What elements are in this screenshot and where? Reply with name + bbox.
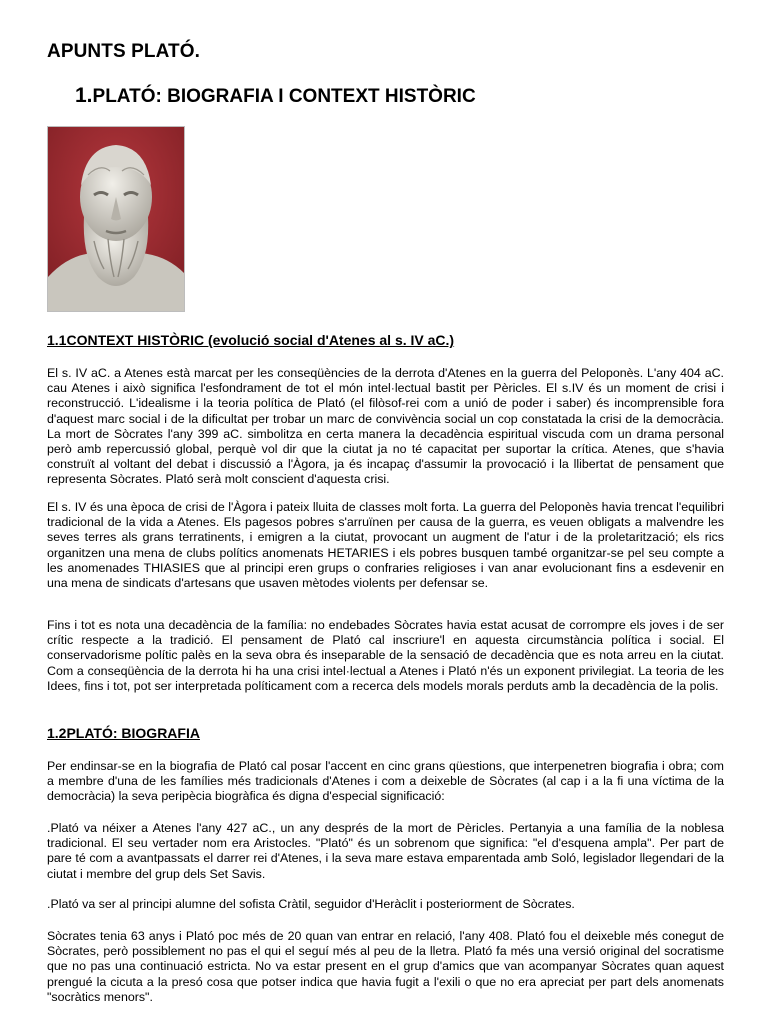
chapter-title <box>75 84 476 108</box>
section-heading-biography: 1.2PLATÓ: BIOGRAFIA <box>47 725 200 741</box>
paragraph-context-2-body: El s. IV és una època de crisi de l'Àgora i pateix lluita de classes molt forta. La guerra del Peloponès havia trencat l'equilibri tradicional de la vida a Atenes. Els pagesos pobres s'arruïnen per causa de la guerra, es veuen obligats a malvendre les seves terres als grans terratinents, i emigren a la ciutat, provocant un augment de l'atur i de la proletarització; els rics organitzen una mena de clubs polítics anomenats HETARIES i els pobres busquen també organitzar-se pel seu compte a les anomenades THIASIES que al principi eren grups o confraries religioses i van anar evolucionant fins a esdevenir en una mena de sindicats d'artesans que usaven mètodes violents per defensar se. <box>47 500 724 591</box>
plato-bust-image <box>47 126 185 312</box>
paragraph-biography-3: .Plató va ser al principi alumne del sofista Cràtil, seguidor d'Heràclit i posteriorment de Sòcrates. <box>47 897 575 911</box>
chapter-number: 1. <box>75 84 93 107</box>
document-title: APUNTS PLATÓ. <box>47 41 200 62</box>
paragraph-context-1: El s. IV aC. a Atenes està marcat per les conseqüències de la derrota d'Atenes en la guerra del Peloponès. L'any 404 aC. cau Atenes i això significa l'esfondrament de tot el món intel·lectual bastit per Pèricles. El s.IV és un moment de crisi i reconstrucció. L'idealisme i la teoria política de Plató (el filòsof-rei com a unió de poder i saber) és incomprensible fora d'aquest marc social i de la dificultat per trobar un marc de convivència social un cop constatada la crisi de la democràcia. La mort de Sòcrates l'any 399 aC. simbolitza en certa manera la decadència espiritual viscuda com un drama personal però amb repercussió global, perquè vol dir que la ciutat ja no té capacitat per suportar la crítica. Atenes, que s'havia construït al voltant del debat i discussió a l'Àgora, ja és incapaç d'assumir la provocació i la llibertat de pensament que representa Sòcrates. Plató serà molt conscient d'aquesta crisi. <box>47 366 724 487</box>
section-heading-context: 1.1CONTEXT HISTÒRIC (evolució social d'Atenes al s. IV aC.) <box>47 332 455 348</box>
plato-bust-illustration <box>48 127 184 311</box>
paragraph-context-3: Fins i tot es nota una decadència de la família: no endebades Sòcrates havia estat acusat de corrompre els joves i de ser crític respecte a la tradició. El pensament de Plató cal inscriure'l en aquesta circumstància política i social. El conservadorisme polític palès en la seva obra és inseparable de la sensació de decadència que es nota arreu en la ciutat. Com a conseqüència de la derrota hi ha una crisi intel·lectual a Atenes i Plató n'és un exponent privilegiat. La teoria de les Idees, fins i tot, pot ser interpretada políticament com a recerca dels models morals perduts amb la decadència de la polis. <box>47 618 724 693</box>
paragraph-context-2 <box>47 500 724 591</box>
paragraph-biography-2: .Plató va néixer a Atenes l'any 427 aC., un any després de la mort de Pèricles. Pertanyia a una família de la noblesa tradicional. El seu vertader nom era Aristocles. "Plató" és un sobrenom que significa: "el d'esquena ampla". Per part de pare té com a avantpassats el darrer rei d'Atenes, i la seva mare estava emparentada amb Soló, legislador llegendari de la ciutat i membre del grup dels Set Savis. <box>47 821 724 881</box>
paragraph-biography-1: Per endinsar-se en la biografia de Plató cal posar l'accent en cinc grans qüestions, que interpenetren biografia i obra; com a membre d'una de les famílies més tradicionals d'Atenes i com a deixeble de Sòcrates (al cap i a la fi una víctima de la democràcia) la seva peripècia biogràfica és digna d'especial significació: <box>47 759 724 804</box>
paragraph-biography-4: Sòcrates tenia 63 anys i Plató poc més de 20 quan van entrar en relació, l'any 408. Plató fou el deixeble més conegut de Sòcrates, però possiblement no pas el qui el seguí més al peu de la lletra. Plató fa més una versió original del socratisme que no pas una continuació estricta. No va estar present en el grup d'amics que van acompanyar Sòcrates quan aquest prengué la cicuta a la presó cosa que potser indica que havia fugit a l'exili o que no era apreciat per part dels anomenats "socràtics menors". <box>47 929 724 1004</box>
chapter-title-text: PLATÓ: BIOGRAFIA I CONTEXT HISTÒRIC <box>92 86 476 107</box>
